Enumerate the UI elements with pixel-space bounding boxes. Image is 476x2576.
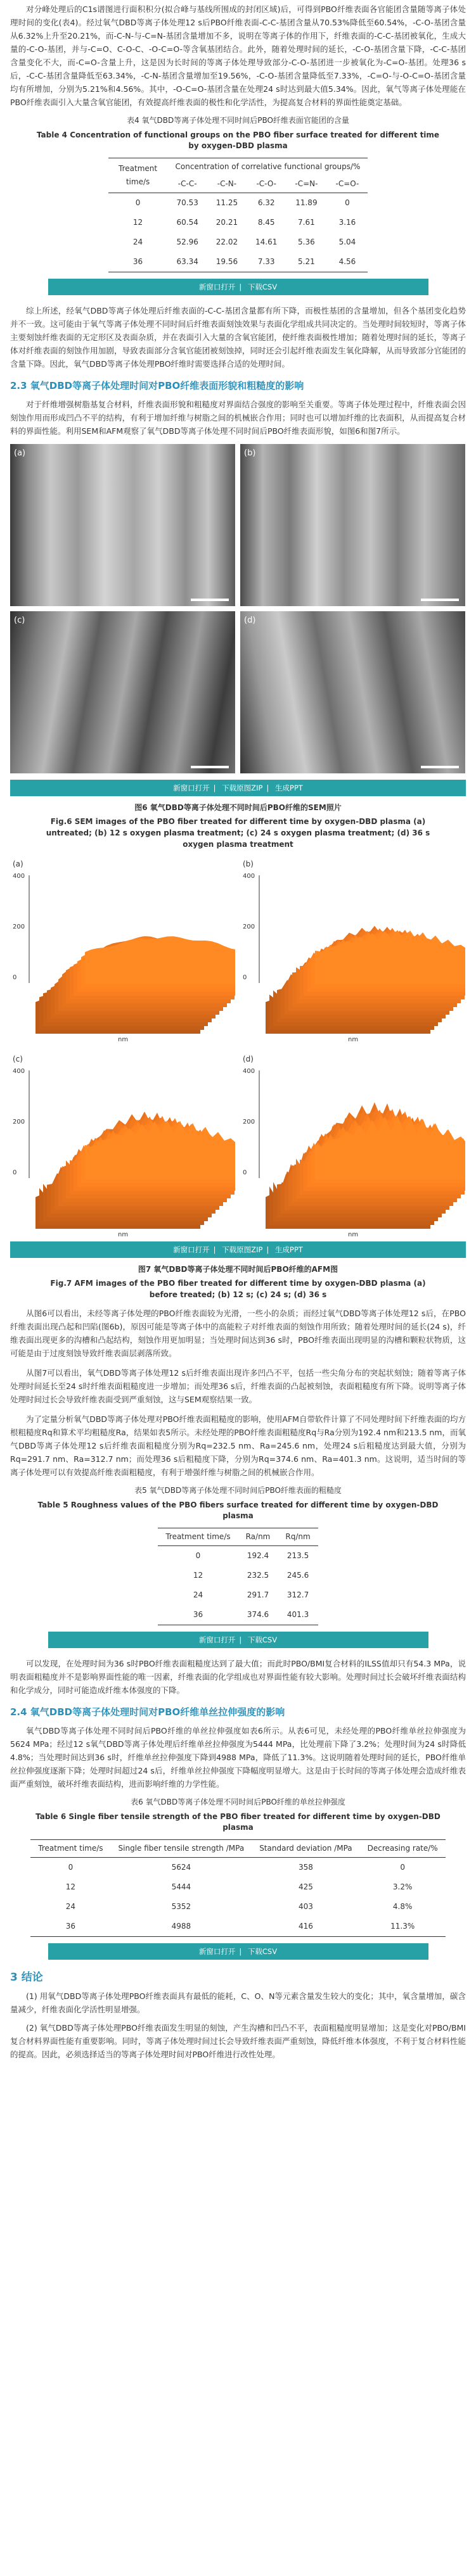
table5-caption-cn: 表5 氧气DBD等离子体处理不同时间后PBO纤维表面的粗糙度 [134, 1486, 342, 1495]
conclusion-list [10, 1989, 466, 2061]
table5-col-header: Rq/nm [278, 1528, 318, 1546]
table4-cell: 7.61 [298, 218, 315, 227]
intro-paragraph: 对分峰处理后的C1s谱图进行面积积分(拟合峰与基线所围成的封闭区域)后，可得到PBO纤维表面各官能团含量随等离子体处理时间的变化(表4)。经过氧气DBD等离子体处理12 s后PBO纤维表面-C-C-基团含量从70.53%降低至60.54%，-C-O-基团含量从6.32%上升至20.21%，而-C-N-与-C=N-基团含量增加不多，说明在等离子体的作用下，纤维表面的-C-C-基团被氧化，生成大量的-C-O-基团，并与-C=O、C-O-C、-O-C=O-等含氧基团结合。此外，随着处理时间的延长，-C-O-基团含量下降，-C-C-基团含量变化不大，而-C=O-含量上升，这是因为长时间的等离子体处理导致部分-C-O-基团进一步被氧化为-C=O-基团。处理36 s后，-C-C-基团含量降低至63.34%，-C-N-基团含量增加至19.56%，-C-O-基团含量降低至7.33%，-C=O-与-O-C=O-基团含量均有所增加，分别为5.21%和4.56%。其中，-O-C=O-基团含量在处理24 s时达到最大值5.34%。因此，氧气等离子体处理能在PBO纤维表面引入大量含氧官能团，有效提高纤维表面的极性和化学活性，为提高复合材料的界面性能奠定基础。 [10, 4, 466, 107]
sem-image-b [240, 444, 465, 606]
table4-col-header: -C-O- [247, 175, 286, 193]
table5-block [10, 1485, 466, 1648]
table4-cell: 19.56 [207, 252, 247, 272]
table4-cell: 8.45 [257, 218, 275, 227]
table6-cell: 425 [298, 1882, 313, 1891]
z-tick-label: 200 [13, 1119, 25, 1126]
table6-cell: 5624 [171, 1863, 191, 1872]
table6-cell: 0 [400, 1863, 405, 1872]
table6-cell: 4.8% [392, 1902, 413, 1911]
afm-image-d [240, 1051, 465, 1241]
table4 [108, 158, 368, 272]
paragraph-2: 综上所述，经氧气DBD等离子体处理后纤维表面的-C-C-基团含量都有所下降，而极性基团的含量增加，但各个基团变化趋势并不一致。这可能由于氧气等离子体处理不同时间后纤维表面刻蚀效果与表面化学组成共同决定的。当处理时间较短时，等离子体主要刻蚀纤维表面的无定形区及表面杂质，并在表面引入大量的含氧官能团，使纤维表面极性增加；随着处理时间的延长，等离子体对纤维表面的刻蚀作用加剧，导致表面部分含氧官能团被刻蚀掉，同时还会引起纤维表面发生氧化降解，从而导致部分官能团的含量下降。因此，氧气DBD等离子体处理PBO纤维时需要选择合适的处理时间。 [10, 306, 466, 369]
paragraph-5: 为了定量分析氧气DBD等离子体处理对PBO纤维表面粗糙度的影响，使用AFM自带软件计算了不同处理时间下纤维表面的均方根粗糙度Rq和算术平均粗糙度Ra，结果如表5所示。未经处理的PBO纤维表面粗糙度Rq与Ra分别为192.4 nm和213.5 nm，而氧气DBD等离子体处理12 s后纤维表面粗糙度分别为Rq=232.5 nm、Ra=245.6 nm，处理24 s后粗糙度达到最大值，分别为Rq=291.7 nm、Ra=312.7 nm；而处理36 s后粗糙度下降，分别为Rq=374.6 nm、Ra=401.3 nm。这说明，适当时间的等离子体处理可以有效提高纤维表面粗糙度，有利于增强纤维与树脂之间的机械嵌合作用。 [10, 1414, 466, 1477]
table4-col-header: -C=O- [326, 175, 368, 193]
table5-row [158, 1605, 318, 1625]
table6-cell: 403 [298, 1902, 313, 1911]
figure6-action-bar: 新窗口打开 | 下载原图ZIP | 生成PPT [10, 780, 466, 796]
table4-cell: 36 [108, 252, 168, 272]
afm-panel-label: (a) [13, 860, 23, 868]
table6-col-header: Treatment time/s [30, 1840, 110, 1858]
figure6-generate-ppt-link[interactable]: 生成PPT [274, 784, 303, 792]
afm-surface-plot [10, 856, 235, 1046]
table5-row [158, 1546, 318, 1566]
z-tick-label: 0 [243, 974, 247, 981]
afm-surface-layer [85, 936, 235, 984]
table4-cell: 14.61 [255, 238, 278, 246]
afm-surface-plot [10, 1051, 235, 1241]
table4-cell: 5.36 [298, 238, 315, 246]
scale-bar [191, 599, 229, 601]
table5 [158, 1528, 318, 1625]
table5-cell: 232.5 [247, 1571, 269, 1580]
table4-cell: 4.56 [326, 252, 368, 272]
afm-image-a [10, 856, 235, 1046]
table4-col0-header: Treatment time/s [108, 158, 168, 193]
table6-block [10, 1797, 466, 1960]
table6-cell: 11.3% [360, 1917, 446, 1937]
section-3-title: 3 结论 [10, 1971, 43, 1984]
table5-cell: 24 [193, 1590, 203, 1599]
table4-col-header: -C-N- [207, 175, 247, 193]
table6-cell: 4988 [111, 1917, 252, 1937]
table4-cell: 11.25 [215, 198, 238, 207]
figure6 [10, 444, 466, 850]
table5-action-bar: 新窗口打开 | 下载CSV [48, 1632, 428, 1648]
table5-open-new-window-link[interactable]: 新窗口打开 [198, 1635, 236, 1644]
z-tick-label: 0 [13, 974, 17, 981]
paragraph-3: 从图6可以看出，未经等离子体处理的PBO纤维表面较为光滑，一些小的杂质；而经过氧气DBD等离子体处理12 s后，在PBO纤维表面出现凸起和凹陷(图6b)，原因可能是等离子体中的高能粒子对纤维表面的刻蚀作用所致；随着处理时间的延长(24 s)，纤维表面出现更多的沟槽和凸起结构，刻蚀作用更加明显；当处理时间达到36 s时，PBO纤维表面出现明显的沟槽和颗粒状物质，这可能是由于过度刻蚀导致纤维表面层剥落所致。 [10, 1309, 466, 1358]
table4-row [108, 252, 368, 272]
z-tick-label: 400 [13, 1068, 25, 1075]
figure6-open-new-window-link[interactable]: 新窗口打开 [173, 784, 210, 792]
table4-caption-cn: 表4 氧气DBD等离子体处理不同时间后PBO纤维表面官能团的含量 [127, 116, 349, 125]
table6-row [30, 1877, 445, 1897]
table4-cell: 20.21 [215, 218, 238, 227]
table6-action-bar: 新窗口打开 | 下载CSV [48, 1943, 428, 1960]
afm-panel-label: (b) [243, 860, 254, 868]
figure7-action-bar: 新窗口打开 | 下载原图ZIP | 生成PPT [10, 1241, 466, 1258]
table5-cell: 401.3 [278, 1605, 318, 1625]
table4-action-bar: 新窗口打开 | 下载CSV [48, 279, 428, 295]
table6-cell: 3.2% [392, 1882, 413, 1891]
table5-cell: 12 [193, 1571, 203, 1580]
z-tick-label: 200 [243, 923, 255, 930]
table5-caption-en: Table 5 Roughness values of the PBO fibers surface treated for different time by oxygen-DBD plasma [37, 1501, 439, 1520]
afm-image-b [240, 856, 465, 1046]
z-tick-label: 400 [243, 873, 255, 880]
table4-cell: 5.04 [338, 238, 356, 246]
table5-row [158, 1566, 318, 1585]
z-tick-label: 0 [243, 1169, 247, 1176]
sem-panel-a-label: (a) [14, 448, 26, 458]
table4-row [108, 232, 368, 252]
table4-open-new-window-link[interactable]: 新窗口打开 [198, 282, 236, 291]
table5-cell: 374.6 [238, 1605, 278, 1625]
z-tick-label: 400 [243, 1068, 255, 1075]
table5-cell: 291.7 [247, 1590, 269, 1599]
afm-panel-label: (d) [243, 1055, 254, 1063]
table6-col-header: Decreasing rate/% [360, 1840, 446, 1858]
table4-block [10, 115, 466, 295]
table5-col-header: Treatment time/s [158, 1528, 238, 1546]
table4-row [108, 193, 368, 213]
table6-cell: 5352 [171, 1902, 191, 1911]
table5-cell: 0 [195, 1551, 201, 1560]
table6-cell: 416 [252, 1917, 359, 1937]
figure7-caption-cn: 图7 氧气DBD等离子体处理不同时间后PBO纤维的AFM图 [138, 1265, 338, 1274]
table6-cell: 12 [65, 1882, 76, 1891]
table4-cell: 63.34 [168, 252, 207, 272]
figure6-caption-en: Fig.6 SEM images of the PBO fiber treated for different time by oxygen-DBD plasma (a) untreated; (b) 12 s oxygen plasma treatment; (c) 24 s oxygen plasma treatment; (d) 36 s oxygen plasma treatment [46, 817, 430, 849]
table6-caption-en: Table 6 Single fiber tensile strength of the PBO fiber treated for different time by oxygen-DBD plasma [35, 1812, 441, 1832]
sem-image-a [10, 444, 235, 606]
axis-unit-label: nm [118, 1231, 129, 1238]
figure7-open-new-window-link[interactable]: 新窗口打开 [173, 1245, 210, 1254]
afm-surface-plot [240, 856, 465, 1046]
table6-open-new-window-link[interactable]: 新窗口打开 [198, 1947, 236, 1956]
table6 [30, 1839, 445, 1937]
sem-panel-d-label: (d) [244, 616, 256, 625]
axis-unit-label: nm [118, 1036, 129, 1043]
axis-unit-label: nm [348, 1036, 359, 1043]
table5-download-csv-link[interactable]: 下载CSV [247, 1635, 278, 1644]
table6-row [30, 1858, 445, 1878]
table4-cell: 70.53 [176, 198, 198, 207]
table4-cell: 6.32 [257, 198, 275, 207]
table5-cell: 36 [158, 1605, 238, 1625]
table4-cell: 0 [135, 198, 141, 207]
z-tick-label: 0 [13, 1169, 17, 1176]
table5-cell: 245.6 [286, 1571, 309, 1580]
table5-cell: 312.7 [286, 1590, 309, 1599]
section-2-4-title: 2.4 氧气DBD等离子体处理时间对PBO纤维单丝拉伸强度的影响 [10, 1706, 285, 1718]
table6-cell: 24 [65, 1902, 76, 1911]
section-2-3-paragraph: 对于纤维增强树脂基复合材料，纤维表面形貌和粗糙度对界面结合强度的影响至关重要。等离子体处理过程中，纤维表面会因刻蚀作用而形成凹凸不平的结构，有利于增加纤维与树脂之间的机械嵌合作用；同时也可以增加纤维的比表面积，从而提高复合材料的界面性能。利用SEM和AFM观察了氧气DBD等离子体处理不同时间后PBO纤维表面形貌，如图6和图7所示。 [10, 400, 466, 436]
z-tick-label: 400 [13, 873, 25, 880]
conclusion-item: (1) 用氧气DBD等离子体处理PBO纤维表面具有最低的能耗，C、O、N等元素含量发生较大的变化；其中，氧含量增加，碳含量减少，纤维表面化学活性明显增强。 [10, 1991, 466, 2014]
table4-cell: 52.96 [176, 238, 198, 246]
figure7 [10, 856, 466, 1300]
table4-cell: 11.89 [295, 198, 318, 207]
table6-download-csv-link[interactable]: 下载CSV [247, 1947, 278, 1956]
paragraph-6: 可以发现，在处理时间为36 s时PBO纤维表面粗糙度达到了最大值；而此时PBO/BMI复合材料的ILSS值却只有54.3 MPa，说明表面粗糙度并不是影响界面性能的唯一因素，纤维表面的化学组成也对界面性能有较大影响。处理时间过长会破坏纤维表面结构和化学成分，同时可能造成纤维本体强度的下降。 [10, 1659, 466, 1695]
table6-cell: 0 [68, 1863, 74, 1872]
table4-cell: 5.21 [286, 252, 326, 272]
scale-bar [421, 599, 459, 601]
section-2-4-paragraph: 氧气DBD等离子体处理不同时间后PBO纤维的单丝拉伸强度如表6所示。从表6可见，未经处理的PBO纤维单丝拉伸强度为5624 MPa；经过12 s氧气DBD等离子体处理后纤维单丝拉伸强度为5444 MPa，比处理前下降了3.2%；处理时间为24 s时降低4.8%；当处理时间达到36 s时，纤维单丝拉伸强度下降到4988 MPa，降低了11.3%。这说明随着处理时间的延长，PBO纤维单丝拉伸强度逐渐下降；处理时间超过24 s后，纤维单丝拉伸强度下降幅度明显增大。这是由于长时间的等离子体处理会造成纤维表面严重刻蚀，破坏纤维表面结构，进而影响纤维的力学性能。 [10, 1726, 466, 1789]
table4-cell: 24 [132, 238, 143, 246]
table6-cell: 358 [298, 1863, 313, 1872]
sem-image-c [10, 611, 235, 773]
section-2-3-title: 2.3 氧气DBD等离子体处理时间对PBO纤维表面形貌和粗糙度的影响 [10, 380, 304, 391]
figure7-generate-ppt-link[interactable]: 生成PPT [274, 1245, 303, 1254]
figure6-caption-cn: 图6 氧气DBD等离子体处理不同时间后PBO纤维的SEM照片 [134, 803, 342, 812]
axis-unit-label: nm [348, 1231, 359, 1238]
sem-panel-b-label: (b) [244, 448, 256, 458]
table4-cell: 22.02 [215, 238, 238, 246]
figure7-caption-en: Fig.7 AFM images of the PBO fiber treated for different time by oxygen-DBD plasma (a) before treated; (b) 12 s; (c) 24 s; (d) 36 s [50, 1279, 426, 1299]
afm-panel-label: (c) [13, 1055, 23, 1063]
scale-bar [421, 766, 459, 768]
table4-col-header: -C=N- [286, 175, 326, 193]
afm-image-c [10, 1051, 235, 1241]
figure7-download-zip-link[interactable]: 下载原图ZIP [222, 1245, 263, 1254]
table4-col-header: -C-C- [168, 175, 207, 193]
table5-row [158, 1585, 318, 1605]
sem-image-d [240, 611, 465, 773]
table4-caption-en: Table 4 Concentration of functional groups on the PBO fiber surface treated for different time by oxygen-DBD plasma [36, 130, 440, 150]
table4-row [108, 213, 368, 232]
table5-cell: 213.5 [286, 1551, 309, 1560]
z-tick-label: 200 [13, 923, 25, 930]
table5-cell: 192.4 [247, 1551, 269, 1560]
scale-bar [191, 766, 229, 768]
sem-panel-c-label: (c) [14, 616, 25, 625]
table6-caption-cn: 表6 氧气DBD等离子体处理不同时间后PBO纤维的单丝拉伸强度 [131, 1798, 345, 1806]
afm-surface-layer [315, 930, 465, 984]
table6-col-header: Standard deviation /MPa [252, 1840, 359, 1858]
table4-cell: 12 [132, 218, 143, 227]
table4-cell: 0 [345, 198, 350, 207]
table4-download-csv-link[interactable]: 下载CSV [247, 282, 278, 291]
table4-cell: 60.54 [176, 218, 198, 227]
table6-cell: 5444 [171, 1882, 191, 1891]
table6-cell: 36 [30, 1917, 110, 1937]
z-tick-label: 200 [243, 1119, 255, 1126]
table6-row [30, 1897, 445, 1917]
table5-col-header: Ra/nm [238, 1528, 278, 1546]
paragraph-4: 从图7可以看出，氧气DBD等离子体处理12 s后纤维表面出现许多凹凸不平，包括一些尖角分布的突起状刻蚀；随着等离子体处理时间延长至24 s时纤维表面粗糙度进一步增加；而处理36 s后，纤维表面的凸起被刻蚀，表面粗糙度有所下降。说明等离子体处理时间过长会导致纤维表面受到严重刻蚀，这与SEM观察结果一致。 [10, 1368, 466, 1404]
table4-cell: 3.16 [338, 218, 356, 227]
figure6-download-zip-link[interactable]: 下载原图ZIP [222, 784, 263, 792]
table6-col-header: Single fiber tensile strength /MPa [111, 1840, 252, 1858]
conclusion-item: (2) 氧气DBD等离子体处理PBO纤维表面发生明显的刻蚀，产生沟槽和凹凸不平，表面粗糙度明显增加；这是变化对PBO/BMI复合材料界面性能有重要影响。同时，等离子体处理时间过长会导致纤维表面严重刻蚀，降低纤维本体强度，不利于复合材料性能的提高。因此，必须选择适当的等离子体处理时间对PBO纤维进行改性处理。 [10, 2023, 466, 2059]
afm-surface-plot [240, 1051, 465, 1241]
table4-group-header: Concentration of correlative functional groups/% [168, 158, 368, 176]
table4-cell: 7.33 [247, 252, 286, 272]
table6-row [30, 1917, 445, 1937]
